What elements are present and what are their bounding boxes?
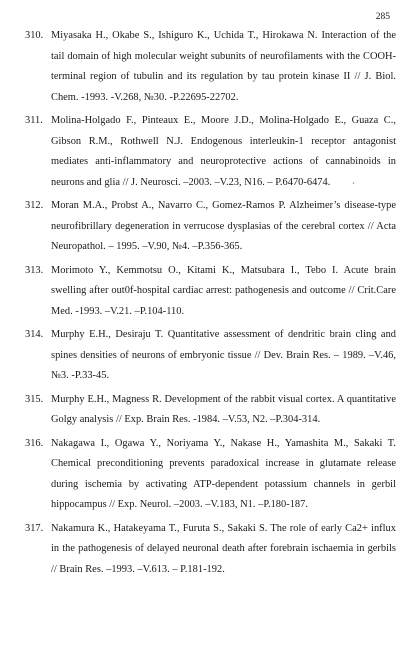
reference-entry — [25, 26, 396, 108]
reference-entry — [25, 261, 396, 323]
reference-number: 317. — [25, 522, 44, 534]
reference-text: Miyasaka H., Okabe S., Ishiguro K., Uchida T., Hirokawa N. Interaction of the tail domain of high molecular weight subunits of neurofilaments with the COOH-terminal region of tubulin and its regulation by tau protein kinase II // J. Biol. Chem. -1993. -V.268, №30. -P.22695-22702. — [51, 30, 396, 103]
page-number: 285 — [375, 12, 390, 22]
reference-number: 311. — [25, 115, 43, 126]
reference-text: Moran M.A., Probst A., Navarro C., Gomez-Ramos P. Alzheimer’s disease-type neurofibrillary degeneration in verrucose dysplasias of the cerebral cortex // Acta Neuropathol. – 1995. –V.90, №4. –P.356-365. — [51, 200, 396, 252]
reference-text: Nakamura K., Hatakeyama T., Furuta S., Sakaki S. The role of early Ca2+ influx in the pathogenesis of delayed neuronal death after forebrain ischaemia in gerbils // Brain Res. –1993. –V.613. – P.181-192. — [51, 522, 396, 575]
reference-list — [25, 26, 396, 580]
reference-number: 312. — [25, 200, 44, 211]
reference-text: Morimoto Y., Kemmotsu O., Kitami K., Matsubara I., Tebo I. Acute brain swelling after out0f-hospital cardiac arrest: pathogenesis and outcome // Crit.Care Med. -1993. –V.21. –P.104-110. — [51, 264, 396, 317]
reference-text: Murphy E.H., Desiraju T. Quantitative assessment of dendritic brain cling and spines densities of neurons of embryonic tissue // Dev. Brain Res. – 1989. –V.46, №3. -P.33-45. — [51, 329, 396, 381]
reference-number: 314. — [25, 329, 44, 340]
reference-entry — [25, 196, 396, 258]
reference-number: 316. — [25, 437, 44, 449]
reference-entry — [25, 390, 396, 431]
reference-number: 313. — [25, 264, 44, 276]
reference-text: Nakagawa I., Ogawa Y., Noriyama Y., Nakase H., Yamashita M., Sakaki T. Chemical preconditioning prevents paradoxical increase in glutamate release during ischemia by activating ATP-dependent potassium channels in gerbil hippocampus // Exp. Neurol. –2003. –V.183, N1. –P.180-187. — [51, 437, 396, 510]
reference-entry — [25, 111, 396, 193]
reference-text: Molina-Holgado F., Pinteaux E., Moore J.D., Molina-Holgado E., Guaza C., Gibson R.M., Rothwell N.J. Endogenous interleukin-1 receptor antagonist mediates anti-inflammatory and neuroprotective actions of cannabinoids in neurons and glia // J. Neurosci. –2003. –V.23, N16. – P.6470-6474. — [51, 115, 396, 188]
reference-number: 315. — [25, 393, 44, 405]
reference-entry — [25, 325, 396, 387]
reference-entry — [25, 519, 396, 581]
reference-text: Murphy E.H., Magness R. Development of the rabbit visual cortex. A quantitative Golgy analysis // Exp. Brain Res. -1984. –V.53, N2. –P.304-314. — [51, 393, 396, 425]
stray-mark: ˊ — [352, 181, 355, 191]
reference-entry — [25, 434, 396, 516]
reference-number: 310. — [25, 30, 44, 41]
